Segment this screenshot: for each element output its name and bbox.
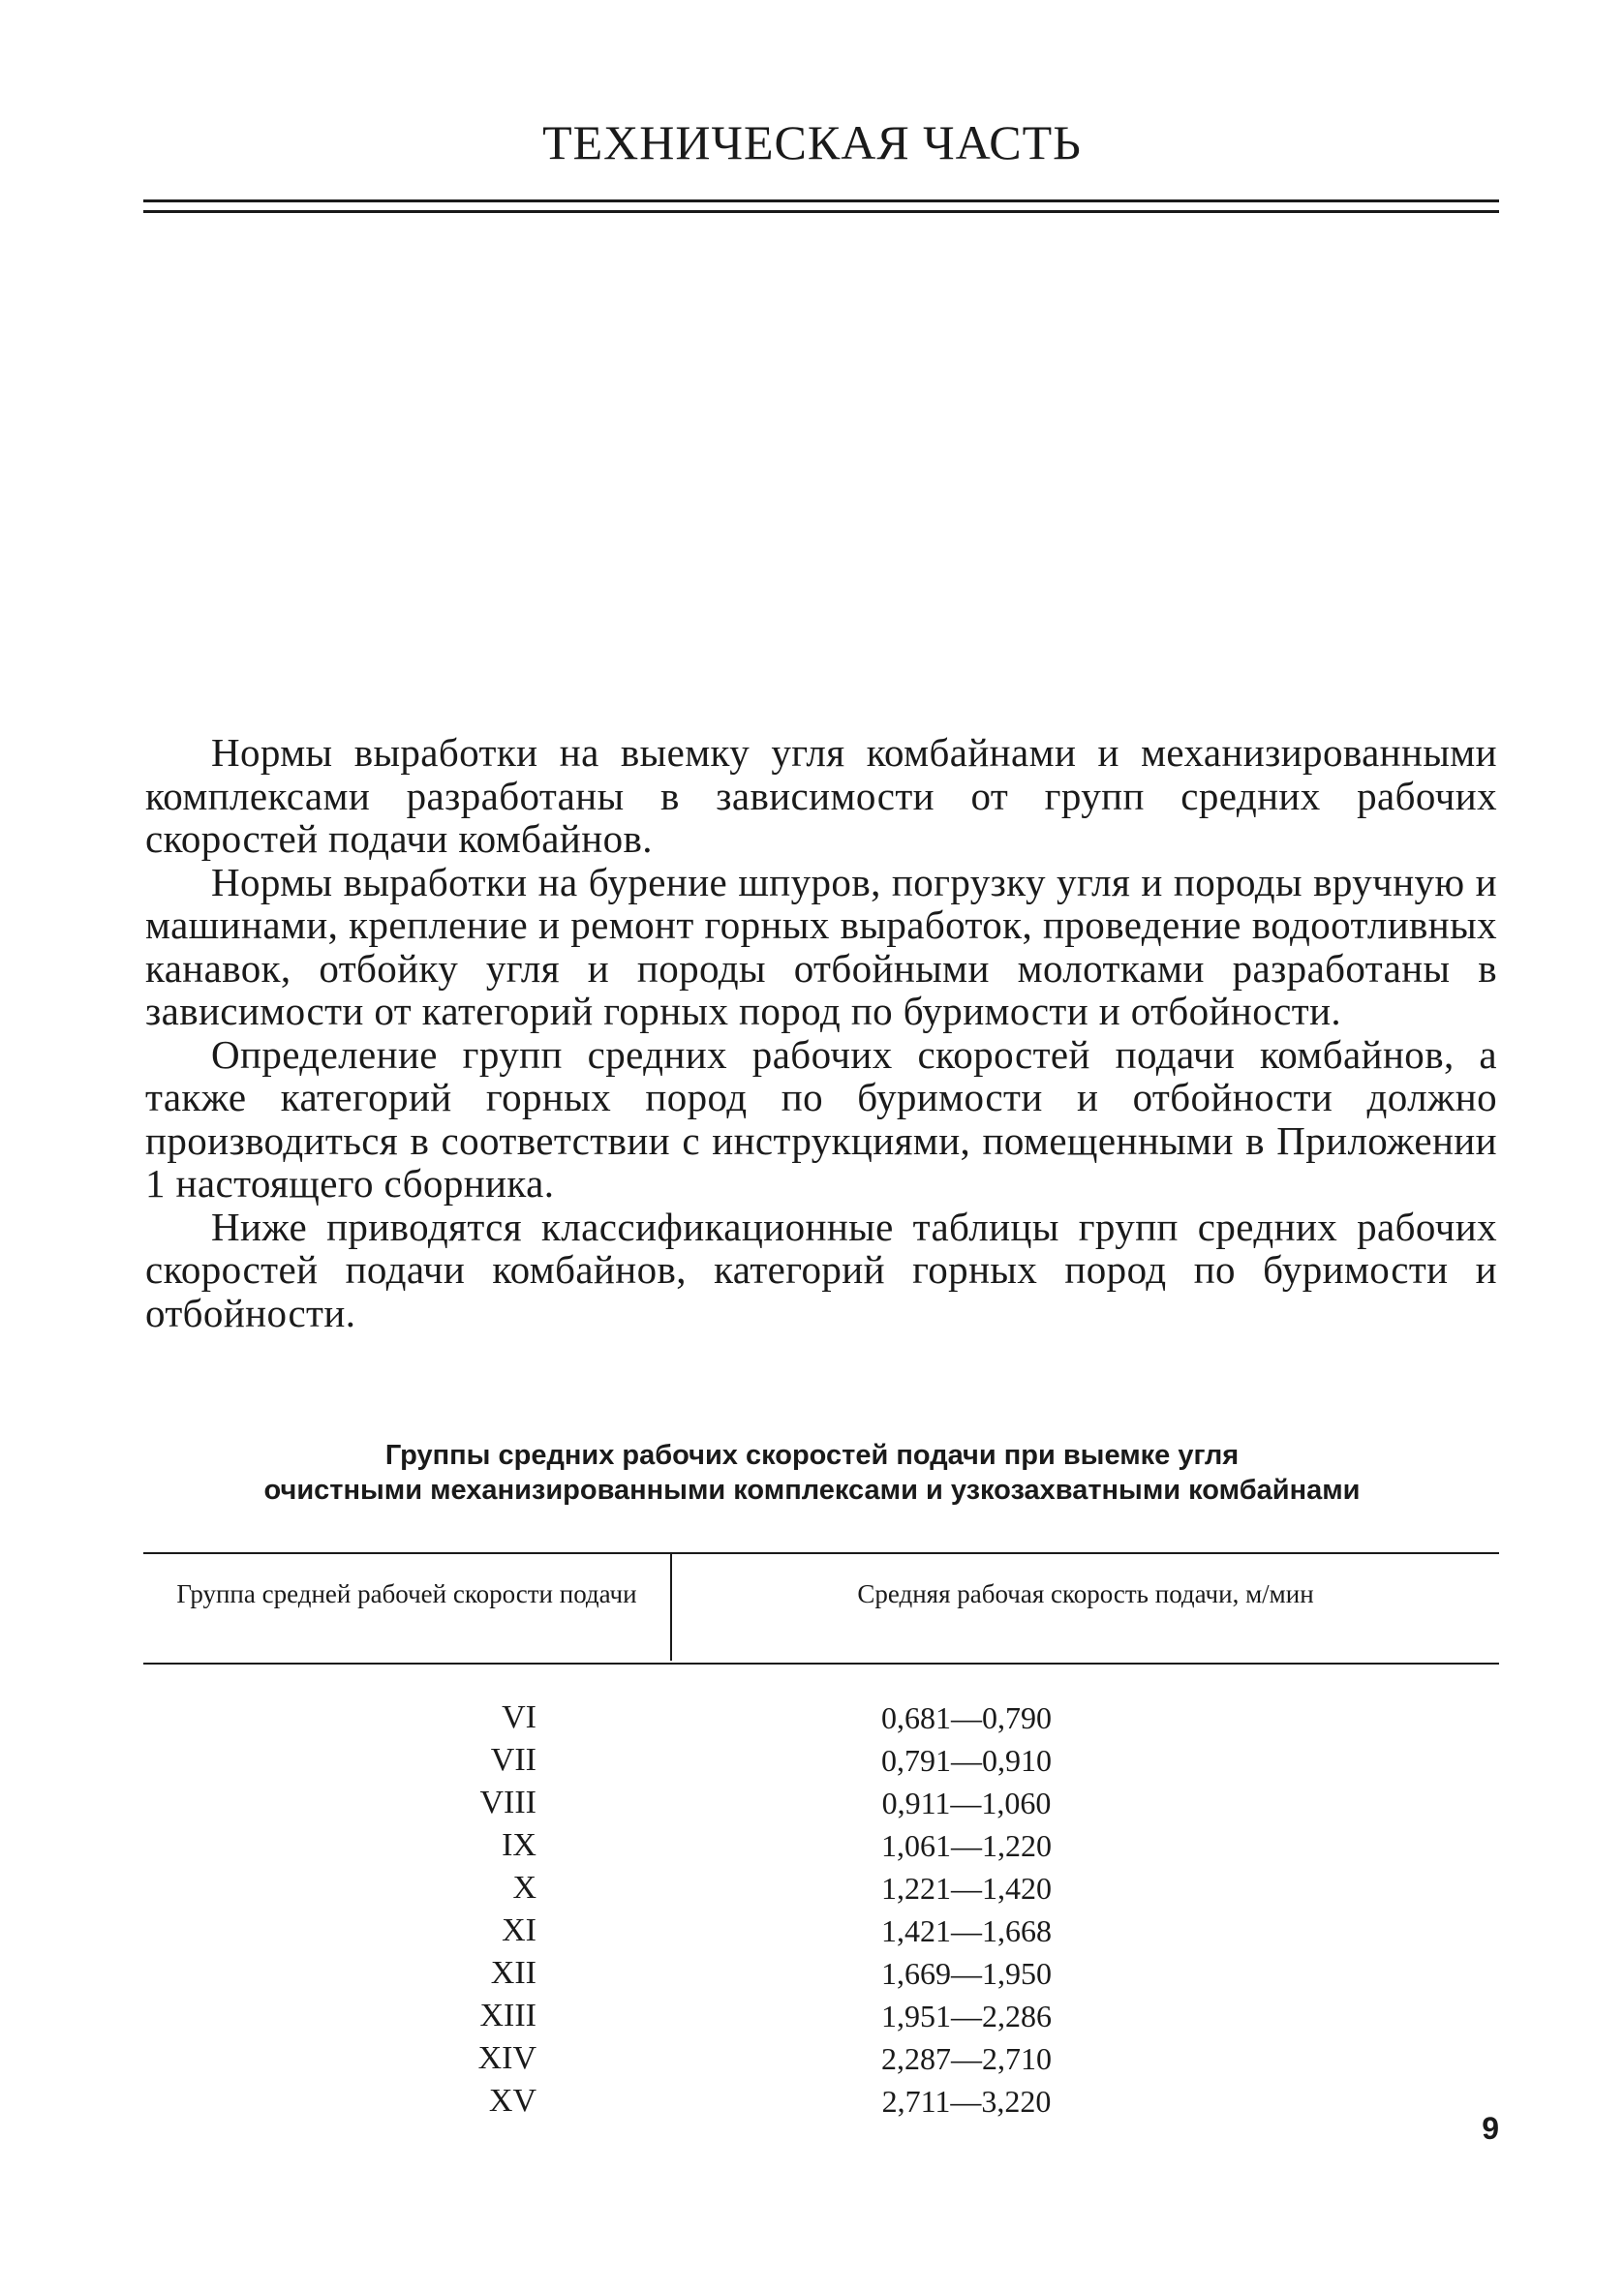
speed-cell: 0,681—0,790: [881, 1700, 1052, 1735]
speed-cell: 1,669—1,950: [881, 1956, 1052, 1991]
table-row: [143, 1696, 1499, 1739]
table-title-line: очистными механизированными комплексами и узкозахватными комбайнами: [263, 1475, 1361, 1506]
table-row: [143, 2080, 1499, 2123]
speed-cell: 1,221—1,420: [881, 1871, 1052, 1906]
table-row: [143, 1782, 1499, 1824]
table-row: [143, 1995, 1499, 2037]
table-header-rule: [143, 1663, 1499, 1665]
paragraph: Нормы выработки на бурение шпуров, погрузку угля и породы вручную и машинами, крепление и ремонт горных выработок, проведение водоотливных канавок, отбойку угля и породы отбойными молотками разработаны в зависимости от категорий горных пород по буримости и отбойности.: [145, 859, 1497, 1033]
table-row: [143, 1824, 1499, 1867]
speed-cell: 1,951—2,286: [881, 1999, 1052, 2033]
paragraph: Нормы выработки на выемку угля комбайнами и механизированными комплексами разработаны в зависимости от групп средних рабочих скоростей подачи комбайнов.: [145, 730, 1497, 861]
table-title-line: Группы средних рабочих скоростей подачи при выемке угля: [384, 1440, 1240, 1471]
table-row: [143, 1867, 1499, 1910]
speed-cell: 0,911—1,060: [881, 1786, 1052, 1820]
speed-cell: 2,287—2,710: [881, 2041, 1052, 2076]
body-text: [145, 731, 1497, 1334]
table-body: [143, 1696, 1499, 2123]
group-cell: IX: [502, 1827, 536, 1863]
table-row: [143, 2037, 1499, 2080]
speed-cell: 1,421—1,668: [881, 1913, 1052, 1948]
group-cell: VII: [490, 1742, 536, 1778]
group-cell: VIII: [479, 1785, 536, 1820]
paragraph: Определение групп средних рабочих скоростей подачи комбайнов, а также категорий горных пород по буримости и отбойности должно производиться в соответствии с инструкциями, помещенными в Приложении 1 настоящего сборника.: [145, 1031, 1497, 1206]
speed-cell: 1,061—1,220: [881, 1828, 1052, 1863]
column-header-speed: Средняя рабочая скорость подачи, м/мин: [857, 1579, 1314, 1608]
group-cell: XI: [502, 1912, 536, 1948]
group-cell: XIII: [479, 1998, 536, 2033]
title-double-rule: [143, 199, 1499, 213]
paragraph: Ниже приводятся классификационные таблицы групп средних рабочих скоростей подачи комбайнов, категорий горных пород по буримости и отбойности.: [145, 1204, 1497, 1335]
speed-cell: 0,791—0,910: [881, 1743, 1052, 1778]
page-title: ТЕХНИЧЕСКАЯ ЧАСТЬ: [542, 115, 1082, 169]
column-header-group: Группа средней рабочей скорости подачи: [176, 1579, 637, 1608]
table-row: [143, 1952, 1499, 1995]
group-cell: XII: [490, 1955, 536, 1991]
group-cell: XV: [488, 2083, 536, 2119]
group-cell: VI: [502, 1699, 536, 1735]
table-top-rule: [143, 1552, 1499, 1554]
group-cell: X: [512, 1870, 536, 1906]
group-cell: XIV: [477, 2040, 536, 2076]
table-row: [143, 1739, 1499, 1782]
page-number: 9: [1482, 2111, 1499, 2146]
table-title: [0, 1438, 1624, 1508]
table-row: [143, 1910, 1499, 1952]
speed-cell: 2,711—3,220: [881, 2084, 1052, 2119]
